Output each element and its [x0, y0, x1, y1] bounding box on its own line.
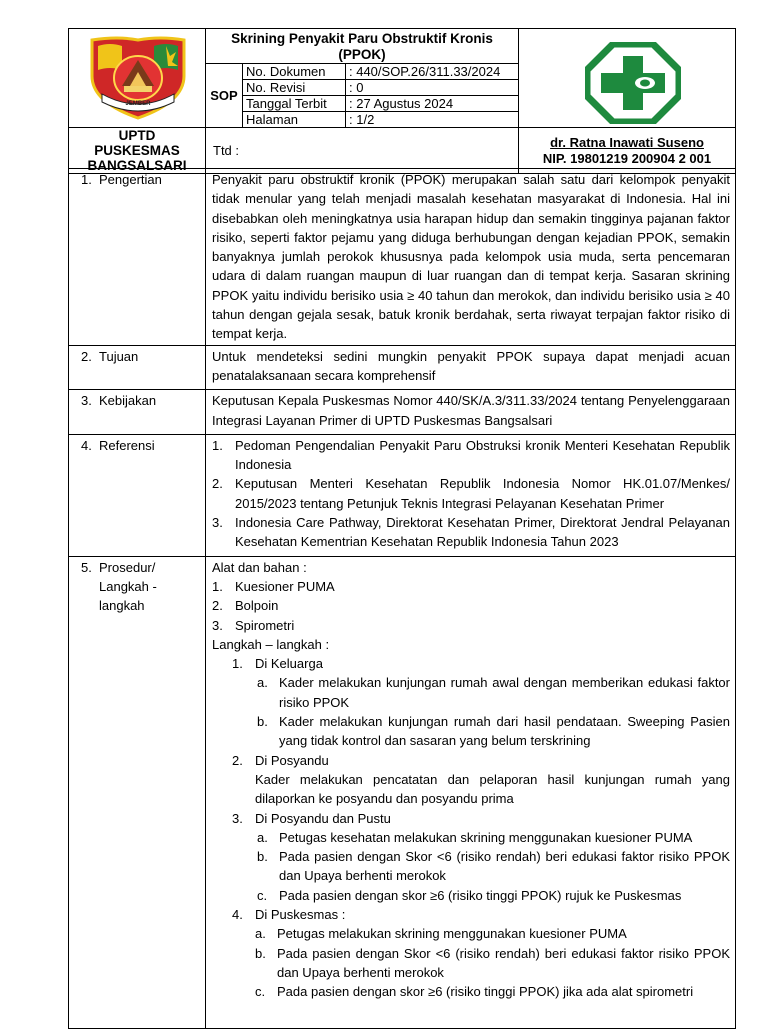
- step-title-text: Di Puskesmas :: [255, 906, 346, 922]
- section-content: [206, 390, 736, 435]
- doc-field-value: : 440/SOP.26/311.33/2024: [346, 64, 519, 80]
- reference-item: [212, 513, 730, 552]
- step-title: [212, 751, 730, 770]
- list-item: [212, 577, 730, 596]
- list-number: 3.: [212, 617, 223, 633]
- doc-field-value: : 0: [346, 80, 519, 96]
- section-content: [206, 169, 736, 346]
- reference-item: [212, 474, 730, 513]
- section-number: 5.: [81, 559, 92, 575]
- list-letter: a.: [255, 926, 266, 942]
- list-number: 1.: [212, 578, 223, 594]
- doc-field-label: No. Dokumen: [243, 64, 346, 80]
- list-number: 3.: [232, 810, 243, 826]
- doc-field-value: : 27 Agustus 2024: [346, 96, 519, 112]
- list-letter: c.: [255, 984, 266, 1000]
- list-letter: c.: [257, 887, 268, 903]
- sub-step: [212, 828, 730, 847]
- section-title: Tujuan: [99, 348, 139, 364]
- sub-step-text: Kader melakukan kunjungan rumah dari hasil pendataan. Sweeping Pasien yang tidak kontrol dan sasaran yang belum terskrining: [279, 714, 730, 749]
- list-letter: a.: [257, 675, 268, 691]
- step-title-text: Di Posyandu dan Pustu: [255, 810, 391, 826]
- list-letter: b.: [255, 945, 266, 961]
- sub-step-text: Pada pasien dengan Skor <6 (risiko rendah) beri edukasi faktor risiko PPOK dan Upaya berhenti merokok: [279, 849, 730, 884]
- section-title: Referensi: [99, 437, 155, 453]
- list-text: Kuesioner PUMA: [235, 578, 335, 594]
- section-content: [206, 434, 736, 556]
- content-table: [68, 168, 736, 1029]
- organization-name: [69, 128, 206, 174]
- doc-field-value: : 1/2: [346, 112, 519, 128]
- section-label: [69, 434, 206, 556]
- doc-field-label: Halaman: [243, 112, 346, 128]
- sop-label: SOP: [206, 64, 243, 128]
- list-number: 3.: [212, 515, 223, 531]
- reference-text: Keputusan Menteri Kesehatan Republik Indonesia Nomor HK.01.07/Menkes/ 2015/2023 tentang Petunjuk Teknis Integrasi Pelayanan Kesehatan Primer: [235, 476, 730, 511]
- doc-field-label: Tanggal Terbit: [243, 96, 346, 112]
- list-number: 2.: [232, 752, 243, 768]
- list-text: Spirometri: [235, 617, 295, 633]
- step-title-text: Di Posyandu: [255, 752, 329, 768]
- section-number: 1.: [81, 172, 92, 187]
- sub-step: [212, 944, 730, 983]
- section-title: Pengertian: [99, 172, 162, 187]
- signer-name: dr. Ratna Inawati Suseno: [550, 134, 704, 150]
- list-number: 4.: [232, 906, 243, 922]
- section-number: 3.: [81, 393, 92, 409]
- title-line-2: (PPOK): [338, 47, 386, 62]
- reference-item: [212, 436, 730, 475]
- sub-step: [212, 886, 730, 905]
- puskesmas-cross-icon: [585, 42, 681, 124]
- list-number: 2.: [212, 476, 223, 492]
- sub-step-text: Pada pasien dengan skor ≥6 (risiko tinggi PPOK) rujuk ke Puskesmas: [279, 887, 682, 903]
- list-text: Bolpoin: [235, 598, 279, 614]
- section-label: [69, 169, 206, 346]
- reference-text: Indonesia Care Pathway, Direktorat Kesehatan Primer, Direktorat Jendral Pelayanan Kesehatan Kementrian Kesehatan Republik Indonesia Tahun 2023: [235, 515, 730, 550]
- list-item: [212, 596, 730, 615]
- kebijakan-text: Keputusan Kepala Puskesmas Nomor 440/SK/A.3/311.33/2024 tentang Penyelenggaraan Integrasi Layanan Primer di UPTD Puskesmas Bangsalsari: [212, 393, 730, 428]
- sub-step: [212, 982, 730, 1001]
- step-title: [212, 905, 730, 924]
- sub-step-text: Pada pasien dengan skor ≥6 (risiko tinggi PPOK) jika ada alat spirometri: [277, 984, 694, 1000]
- signer-block: [519, 128, 736, 174]
- sub-step: [212, 924, 730, 943]
- reference-text: Pedoman Pengendalian Penyakit Paru Obstruksi kronik Menteri Kesehatan Republik Indonesia: [235, 437, 730, 473]
- section-label: [69, 345, 206, 390]
- list-item: [212, 616, 730, 635]
- doc-field-label: No. Revisi: [243, 80, 346, 96]
- document-title: [206, 29, 519, 64]
- section-kebijakan: [69, 390, 736, 435]
- section-number: 4.: [81, 437, 92, 453]
- sub-step: [212, 673, 730, 712]
- list-number: 1.: [232, 656, 243, 672]
- section-content: [206, 345, 736, 390]
- signer-nip: NIP. 19801219 200904 2 001: [542, 150, 712, 166]
- section-label: [69, 556, 206, 1028]
- list-letter: a.: [257, 829, 268, 845]
- sub-step-text: Pada pasien dengan Skor <6 (risiko rendah) beri edukasi faktor risiko PPOK dan Upaya berhenti merokok: [277, 945, 730, 980]
- sub-step: [212, 847, 730, 886]
- org-line: UPTD: [118, 128, 156, 143]
- section-label: [69, 390, 206, 435]
- svg-text:JEMBER: JEMBER: [125, 101, 151, 107]
- list-number: 1.: [212, 437, 223, 453]
- step-title: [212, 654, 730, 673]
- langkah-heading: Langkah – langkah :: [212, 636, 330, 652]
- section-prosedur: [69, 556, 736, 1028]
- tujuan-text: Untuk mendeteksi sedini mungkin penyakit PPOK supaya dapat menjadi acuan penatalaksanaan secara komprehensif: [212, 348, 730, 383]
- section-referensi: [69, 434, 736, 556]
- sub-step-text: Petugas melakukan skrining menggunakan kuesioner PUMA: [277, 926, 627, 942]
- section-pengertian: [69, 169, 736, 346]
- title-line-1: Skrining Penyakit Paru Obstruktif Kronis: [231, 31, 493, 46]
- regency-crest-icon: [88, 36, 188, 120]
- section-title-line: langkah: [99, 598, 145, 614]
- list-letter: b.: [257, 714, 268, 730]
- list-letter: b.: [257, 849, 268, 865]
- step-title: [212, 809, 730, 828]
- list-number: 2.: [212, 598, 223, 614]
- section-content: [206, 556, 736, 1028]
- section-tujuan: [69, 345, 736, 390]
- section-title: Prosedur/: [99, 559, 156, 575]
- step-title-text: Di Keluarga: [255, 656, 323, 672]
- org-line: BANGSALSARI: [87, 158, 187, 173]
- sub-step-text: Petugas kesehatan melakukan skrining menggunakan kuesioner PUMA: [279, 829, 693, 845]
- alat-heading: Alat dan bahan :: [212, 559, 307, 575]
- section-title: Kebijakan: [99, 393, 157, 409]
- pengertian-text: Penyakit paru obstruktif kronik (PPOK) merupakan salah satu dari kelompok penyakit tidak menular yang telah menjadi masalah kesehatan masyarakat di Indonesia. Hal ini disebabkan oleh meningkatnya usia harapan hidup dan semakin tingginya pajanan faktor risiko, seperti faktor pejamu yang diduga berhubungan dengan kejadian PPOK, semakin banyaknya jumlah perokok khususnya pada kelompok usia muda, serta pencemaran udara di dalam ruangan maupun di luar ruangan dan di tempat kerja. Sasaran skrining PPOK yaitu individu berisiko usia ≥ 40 tahun dan merokok, dan individu berisiko usia ≥ 40 tahun dengan gejala sesak, batuk kronik berdahak, serta riwayat terpajan faktor risiko di tempat kerja.: [212, 172, 730, 342]
- signature-field: Ttd :: [206, 128, 519, 174]
- sub-step-text: Kader melakukan kunjungan rumah awal dengan memberikan edukasi faktor risiko PPOK: [279, 675, 730, 710]
- section-title-line: Langkah -: [99, 578, 157, 594]
- sub-step: [212, 712, 730, 751]
- org-line: PUSKESMAS: [94, 143, 180, 158]
- section-number: 2.: [81, 348, 92, 364]
- step-paragraph: Kader melakukan pencatatan dan pelaporan hasil kunjungan rumah yang dilaporkan ke posyandu dan posyandu prima: [255, 771, 730, 807]
